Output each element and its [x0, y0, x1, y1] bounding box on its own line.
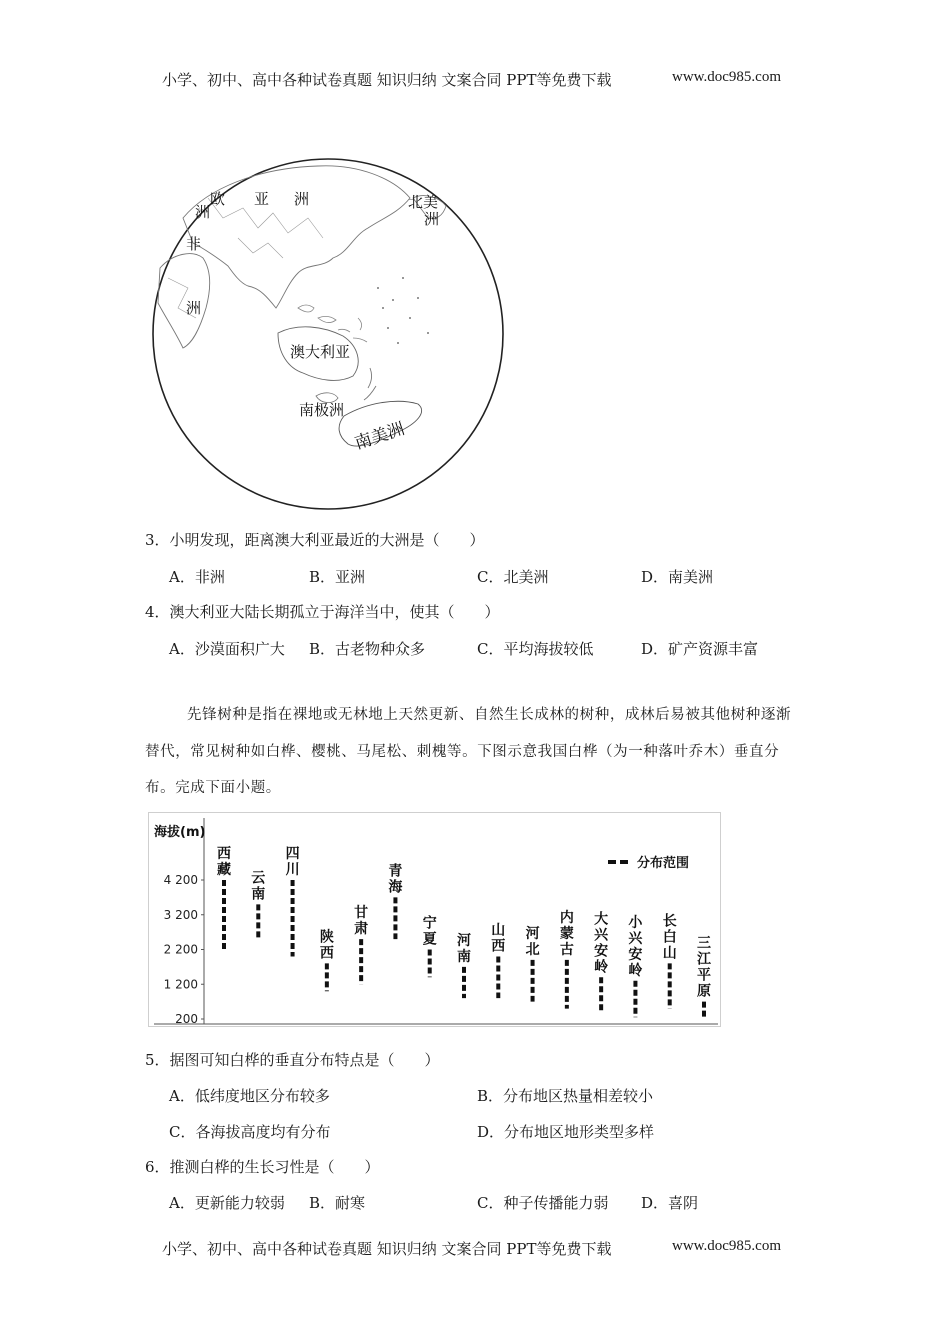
header-text: 小学、初中、高中各种试卷真题 知识归纳 文案合同 PPT等免费下载	[162, 71, 612, 89]
label-asia-1: 亚	[254, 190, 270, 208]
province-label: 内蒙古	[559, 909, 574, 958]
globe-map	[148, 158, 508, 510]
y-tick-label: 3 200	[163, 907, 198, 922]
q4-option-c[interactable]: C．平均海拔较低	[477, 640, 594, 658]
label-europe-2: 洲	[195, 203, 211, 221]
y-tick-label: 1 200	[163, 977, 198, 992]
y-tick-label: 200	[175, 1012, 198, 1026]
province-label: 大兴安岭	[594, 911, 609, 976]
label-australia: 澳大利亚	[290, 343, 351, 361]
label-europe: 欧	[210, 190, 226, 208]
passage-text: 先锋树种是指在裸地或无林地上天然更新、自然生长成林的树种，成林后易被其他树种逐渐替代，常见树种如白桦、樱桃、马尾松、刺槐等。下图示意我国白桦（为一种落叶乔木）垂直分布。完成下面小题。	[145, 707, 792, 796]
q6-option-d[interactable]: D．喜阴	[641, 1194, 699, 1212]
province-label: 宁夏	[422, 915, 437, 948]
q5-option-d[interactable]: D．分布地区地形类型多样	[477, 1123, 655, 1141]
q3-option-c[interactable]: C．北美洲	[477, 568, 549, 586]
q3-option-a[interactable]: A．非洲	[169, 568, 225, 586]
y-tick-label: 2 200	[163, 942, 198, 957]
q4-option-d[interactable]: D．矿产资源丰富	[641, 640, 759, 658]
q5-option-b[interactable]: B．分布地区热量相差较小	[477, 1087, 654, 1105]
q6-option-b[interactable]: B．耐寒	[309, 1194, 366, 1212]
q3-option-b[interactable]: B．亚洲	[309, 568, 366, 586]
label-antarctica: 南极洲	[299, 401, 345, 419]
question-3: 3．小明发现，距离澳大利亚最近的大洲是（ ）	[145, 531, 485, 549]
province-label: 四川	[285, 846, 300, 878]
province-label: 陕西	[319, 929, 334, 962]
question-5: 5．据图可知白桦的垂直分布特点是（ ）	[145, 1051, 440, 1069]
province-label: 甘肃	[354, 905, 369, 938]
legend-label: 分布范围	[637, 856, 690, 871]
province-label: 山西	[491, 922, 506, 955]
label-asia-2: 洲	[294, 190, 310, 208]
province-label: 三江平原	[697, 935, 711, 1000]
q3-option-d[interactable]: D．南美洲	[641, 568, 714, 586]
q4-option-a[interactable]: A．沙漠面积广大	[169, 640, 285, 658]
q4-option-b[interactable]: B．古老物种众多	[309, 640, 426, 658]
label-north-america-2: 洲	[424, 210, 440, 228]
question-4: 4．澳大利亚大陆长期孤立于海洋当中，使其（ ）	[145, 603, 500, 621]
province-label: 青海	[388, 863, 403, 896]
footer-text: 小学、初中、高中各种试卷真题 知识归纳 文案合同 PPT等免费下载	[162, 1240, 612, 1258]
birch-vertical-distribution-chart	[148, 812, 722, 1030]
province-label: 河南	[457, 932, 471, 965]
passage	[145, 697, 805, 807]
header-url[interactable]: www.doc985.com	[672, 69, 782, 85]
province-label: 河北	[525, 925, 540, 958]
province-label: 小兴安岭	[628, 914, 643, 979]
q6-option-c[interactable]: C．种子传播能力弱	[477, 1194, 609, 1212]
province-label: 长白山	[662, 913, 677, 962]
y-axis-label: 海拔(m)	[154, 825, 206, 840]
label-north-america-1: 北美	[408, 193, 439, 211]
y-tick-label: 4 200	[163, 873, 198, 887]
label-africa-2: 洲	[186, 299, 202, 317]
province-label: 西藏	[217, 846, 231, 878]
q6-option-a[interactable]: A．更新能力较弱	[169, 1194, 285, 1212]
question-6: 6．推测白桦的生长习性是（ ）	[145, 1158, 380, 1176]
province-label: 云南	[251, 870, 266, 903]
footer-url[interactable]: www.doc985.com	[672, 1238, 782, 1254]
label-africa-1: 非	[186, 235, 202, 253]
label-south-america: 南美洲	[352, 419, 408, 454]
q5-option-a[interactable]: A．低纬度地区分布较多	[169, 1087, 330, 1105]
q5-option-c[interactable]: C．各海拔高度均有分布	[169, 1123, 331, 1141]
